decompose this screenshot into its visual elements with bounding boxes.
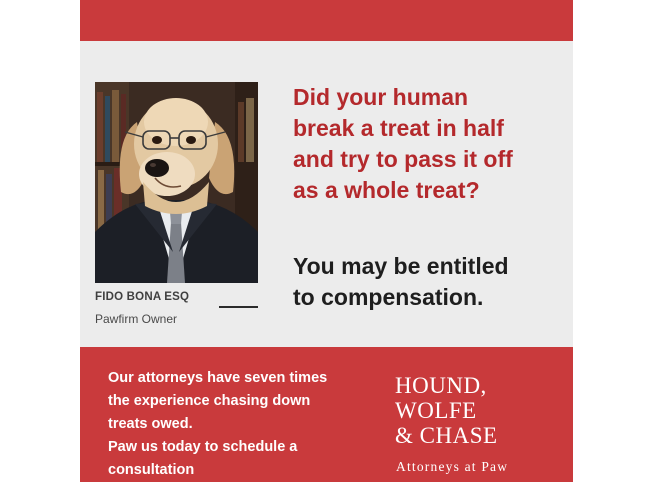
subhead [293, 251, 563, 313]
portrait-name: FIDO BONA ESQ [95, 291, 190, 303]
headline-line: and try to pass it off [293, 146, 513, 172]
headline [293, 82, 563, 206]
bottom-red-band [80, 347, 573, 482]
firm-name-line: HOUND, [395, 373, 487, 398]
top-red-band [80, 0, 573, 41]
body-line: Our attorneys have seven times [108, 370, 328, 386]
body-line: treats owed. [108, 416, 193, 432]
body-line: Paw us today to schedule a [108, 439, 298, 455]
body-copy [108, 367, 378, 482]
ad-card [80, 0, 573, 482]
firm-name-line: & CHASE [395, 423, 498, 448]
dog-lawyer-photo [95, 82, 258, 283]
firm-tagline: Attorneys at Paw [396, 459, 509, 474]
firm-name-line: WOLFE [395, 398, 477, 423]
body-line: the experience chasing down [108, 393, 311, 409]
headline-line: as a whole treat? [293, 177, 480, 203]
portrait-role: Pawfirm Owner [95, 312, 178, 326]
subhead-line: You may be entitled [293, 253, 509, 279]
firm-logo [395, 373, 565, 448]
headline-line: break a treat in half [293, 115, 504, 141]
headline-line: Did your human [293, 84, 469, 110]
subhead-line: to compensation. [293, 284, 484, 310]
body-line: consultation [108, 462, 195, 478]
caption-divider [219, 306, 258, 308]
